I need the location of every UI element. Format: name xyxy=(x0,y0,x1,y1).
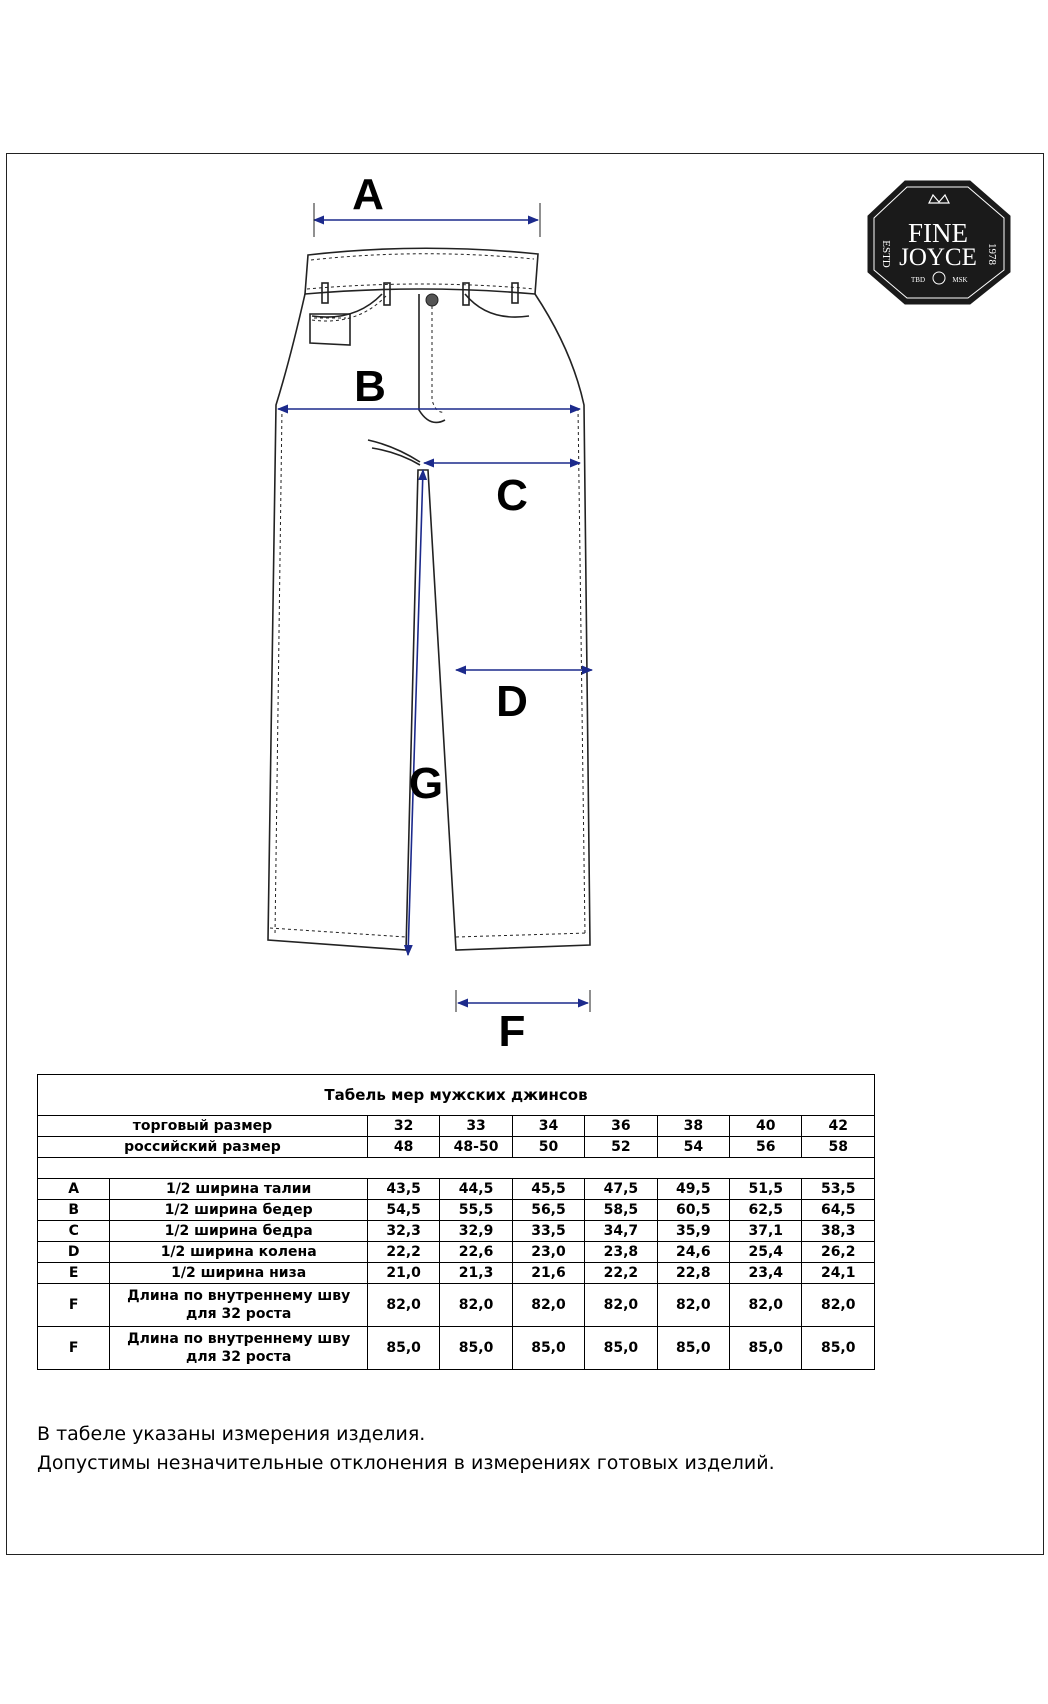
row-value: 85,0 xyxy=(802,1327,875,1370)
row-value: 60,5 xyxy=(657,1200,729,1221)
row-value: 85,0 xyxy=(730,1327,802,1370)
row-value: 82,0 xyxy=(440,1284,512,1327)
row-value: 23,8 xyxy=(585,1242,657,1263)
table-row xyxy=(38,1242,875,1263)
row-value: 24,6 xyxy=(657,1242,729,1263)
row-code: F xyxy=(38,1327,110,1370)
size-cell: 42 xyxy=(802,1116,875,1137)
row-value: 22,6 xyxy=(440,1242,512,1263)
russian-size-row xyxy=(38,1137,875,1158)
row-value: 82,0 xyxy=(657,1284,729,1327)
label-g: G xyxy=(408,759,444,808)
row-code: C xyxy=(38,1221,110,1242)
row-label: 1/2 ширина низа xyxy=(110,1263,368,1284)
logo-top-text: FINE xyxy=(908,218,968,248)
label-b: B xyxy=(354,362,386,411)
logo-right-text: 1978 xyxy=(986,243,998,265)
size-cell: 48-50 xyxy=(440,1137,512,1158)
row-label: 1/2 ширина колена xyxy=(110,1242,368,1263)
row-value: 35,9 xyxy=(657,1221,729,1242)
label-c: C xyxy=(496,471,528,520)
size-cell: 40 xyxy=(730,1116,802,1137)
table-row xyxy=(38,1179,875,1200)
row-value: 25,4 xyxy=(730,1242,802,1263)
row-code: B xyxy=(38,1200,110,1221)
row-label: Длина по внутреннему шву для 32 роста xyxy=(110,1327,368,1370)
row-value: 58,5 xyxy=(585,1200,657,1221)
row-value: 49,5 xyxy=(657,1179,729,1200)
size-table xyxy=(37,1074,875,1370)
logo-bottom-right: MSK xyxy=(952,276,968,284)
row-value: 53,5 xyxy=(802,1179,875,1200)
logo-left-text: ESTD xyxy=(880,240,892,268)
spacer-row xyxy=(38,1158,875,1179)
size-cell: 34 xyxy=(512,1116,584,1137)
row-code: A xyxy=(38,1179,110,1200)
row-value: 44,5 xyxy=(440,1179,512,1200)
row-value: 82,0 xyxy=(802,1284,875,1327)
jeans-outline xyxy=(268,248,590,950)
row-value: 21,0 xyxy=(367,1263,439,1284)
row-value: 85,0 xyxy=(440,1327,512,1370)
row-value: 37,1 xyxy=(730,1221,802,1242)
row-value: 54,5 xyxy=(367,1200,439,1221)
notes xyxy=(37,1420,775,1478)
row-value: 38,3 xyxy=(802,1221,875,1242)
row-value: 23,0 xyxy=(512,1242,584,1263)
row-value: 23,4 xyxy=(730,1263,802,1284)
row-value: 82,0 xyxy=(512,1284,584,1327)
note-line-1: В табеле указаны измерения изделия. xyxy=(37,1423,426,1445)
size-cell: 33 xyxy=(440,1116,512,1137)
measurement-arrows xyxy=(278,203,592,1012)
row-value: 85,0 xyxy=(585,1327,657,1370)
row-value: 51,5 xyxy=(730,1179,802,1200)
logo-bottom-text: JOYCE xyxy=(899,244,977,271)
label-a: A xyxy=(352,170,384,219)
table-row xyxy=(38,1221,875,1242)
row-value: 55,5 xyxy=(440,1200,512,1221)
row-value: 22,2 xyxy=(585,1263,657,1284)
row-label: 1/2 ширина талии xyxy=(110,1179,368,1200)
logo-bottom-left: TBD xyxy=(911,276,925,284)
row-code: D xyxy=(38,1242,110,1263)
row-code: F xyxy=(38,1284,110,1327)
row-label: Длина по внутреннему шву для 32 роста xyxy=(110,1284,368,1327)
size-cell: 48 xyxy=(367,1137,439,1158)
trade-size-label: торговый размер xyxy=(38,1116,368,1137)
row-value: 82,0 xyxy=(585,1284,657,1327)
row-value: 43,5 xyxy=(367,1179,439,1200)
label-f: F xyxy=(498,1007,526,1056)
row-value: 85,0 xyxy=(367,1327,439,1370)
row-value: 56,5 xyxy=(512,1200,584,1221)
row-value: 21,6 xyxy=(512,1263,584,1284)
row-value: 26,2 xyxy=(802,1242,875,1263)
row-value: 22,2 xyxy=(367,1242,439,1263)
row-value: 33,5 xyxy=(512,1221,584,1242)
button-icon xyxy=(426,294,438,306)
row-value: 64,5 xyxy=(802,1200,875,1221)
size-cell: 32 xyxy=(367,1116,439,1137)
note-line-2: Допустимы незначительные отклонения в измерениях готовых изделий. xyxy=(37,1452,775,1474)
table-row xyxy=(38,1284,875,1327)
size-cell: 38 xyxy=(657,1116,729,1137)
size-cell: 36 xyxy=(585,1116,657,1137)
table-row xyxy=(38,1200,875,1221)
row-value: 85,0 xyxy=(512,1327,584,1370)
table-row xyxy=(38,1263,875,1284)
row-value: 45,5 xyxy=(512,1179,584,1200)
row-value: 21,3 xyxy=(440,1263,512,1284)
row-label: 1/2 ширина бедер xyxy=(110,1200,368,1221)
size-cell: 52 xyxy=(585,1137,657,1158)
row-value: 34,7 xyxy=(585,1221,657,1242)
row-code: E xyxy=(38,1263,110,1284)
row-value: 82,0 xyxy=(367,1284,439,1327)
row-value: 47,5 xyxy=(585,1179,657,1200)
size-cell: 54 xyxy=(657,1137,729,1158)
trade-size-row xyxy=(38,1116,875,1137)
table-title: Табель мер мужских джинсов xyxy=(38,1075,875,1116)
russian-size-label: российский размер xyxy=(38,1137,368,1158)
brand-logo xyxy=(868,181,1010,304)
row-value: 22,8 xyxy=(657,1263,729,1284)
size-cell: 58 xyxy=(802,1137,875,1158)
label-d: D xyxy=(496,677,528,726)
row-label: 1/2 ширина бедра xyxy=(110,1221,368,1242)
row-value: 24,1 xyxy=(802,1263,875,1284)
row-value: 62,5 xyxy=(730,1200,802,1221)
row-value: 32,3 xyxy=(367,1221,439,1242)
row-value: 82,0 xyxy=(730,1284,802,1327)
size-cell: 50 xyxy=(512,1137,584,1158)
size-cell: 56 xyxy=(730,1137,802,1158)
row-value: 32,9 xyxy=(440,1221,512,1242)
table-row xyxy=(38,1327,875,1370)
row-value: 85,0 xyxy=(657,1327,729,1370)
